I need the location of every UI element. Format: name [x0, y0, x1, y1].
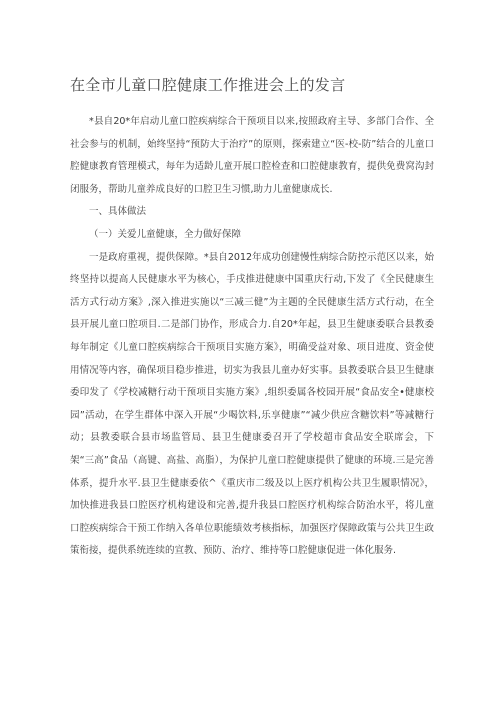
section-heading: 一、具体做法 — [89, 206, 147, 218]
document-title: 在全市儿童口腔健康工作推进会上的发言 — [70, 76, 346, 94]
body-paragraph: 一是政府重视，提供保障。*县自2012年成功创建慢性病综合防控示范区以来，始终坚持以提高人民健康水平为核心，手戌推进健康中国重庆行动,下发了《全民健康生活方式行动方案》,深入推进实施以“三减三健”为主题的全民健康生活方式行动，在全县开展儿童口腔项目.二是部门协作，形成合力.自20*年起，县卫生健康委联合县教委每年制定《儿童口腔疾病综合干预项目实施方案》，明确受益对象、项目进度、资金使用情况等内容，确保项目稳步推进，切实为我县儿童办好实事。县教委联合县卫生健康委印发了《学校减糖行动干预项目实施方案》,组织委属各校园开展“食品安全•健康校园”活动，在学生群体中深入开展“少喝饮料,乐享健康”“减少供应含糖饮料”等减糖行动；县教委联合县市场监管局、县卫生健康委召开了学校超市食品安全联席会，下架“三高”食品（高键、高盐、高脂），为保护儿童口腔健康提供了健康的环境.三是完善体系，提升水平.县卫生健康委依^《重庆市二级及以上医疗机构公共卫生履职情况》，加快推进我县口腔医疗机构建设和完善,提升我县口腔医疗机构综合防治水平，将儿童口腔疾病综合干预工作纳入各单位职能绩效考核指标，加强医疗保障政策与公共卫生政策衔接，提供系统连续的宣教、预防、治疗、维持等口腔健康促进一体化服务. — [70, 251, 434, 557]
subsection-heading: （一）关爱儿童健康，全力做好保障 — [89, 228, 242, 240]
intro-paragraph: *县自20*年启动儿童口腔疾病综合干预项目以来,按照政府主导、多部门合作、全社会参与的机制，始终坚持“预防大于治疗”的原则，探索建立“医-校-防”结合的儿童口腔健康教育管理模式，每年为适龄儿童开展口腔检查和口腔健康教育，提供免费窝沟封闭服务，帮助儿童养成良好的口腔卫生习惯,助力儿童健康成长. — [70, 116, 434, 195]
